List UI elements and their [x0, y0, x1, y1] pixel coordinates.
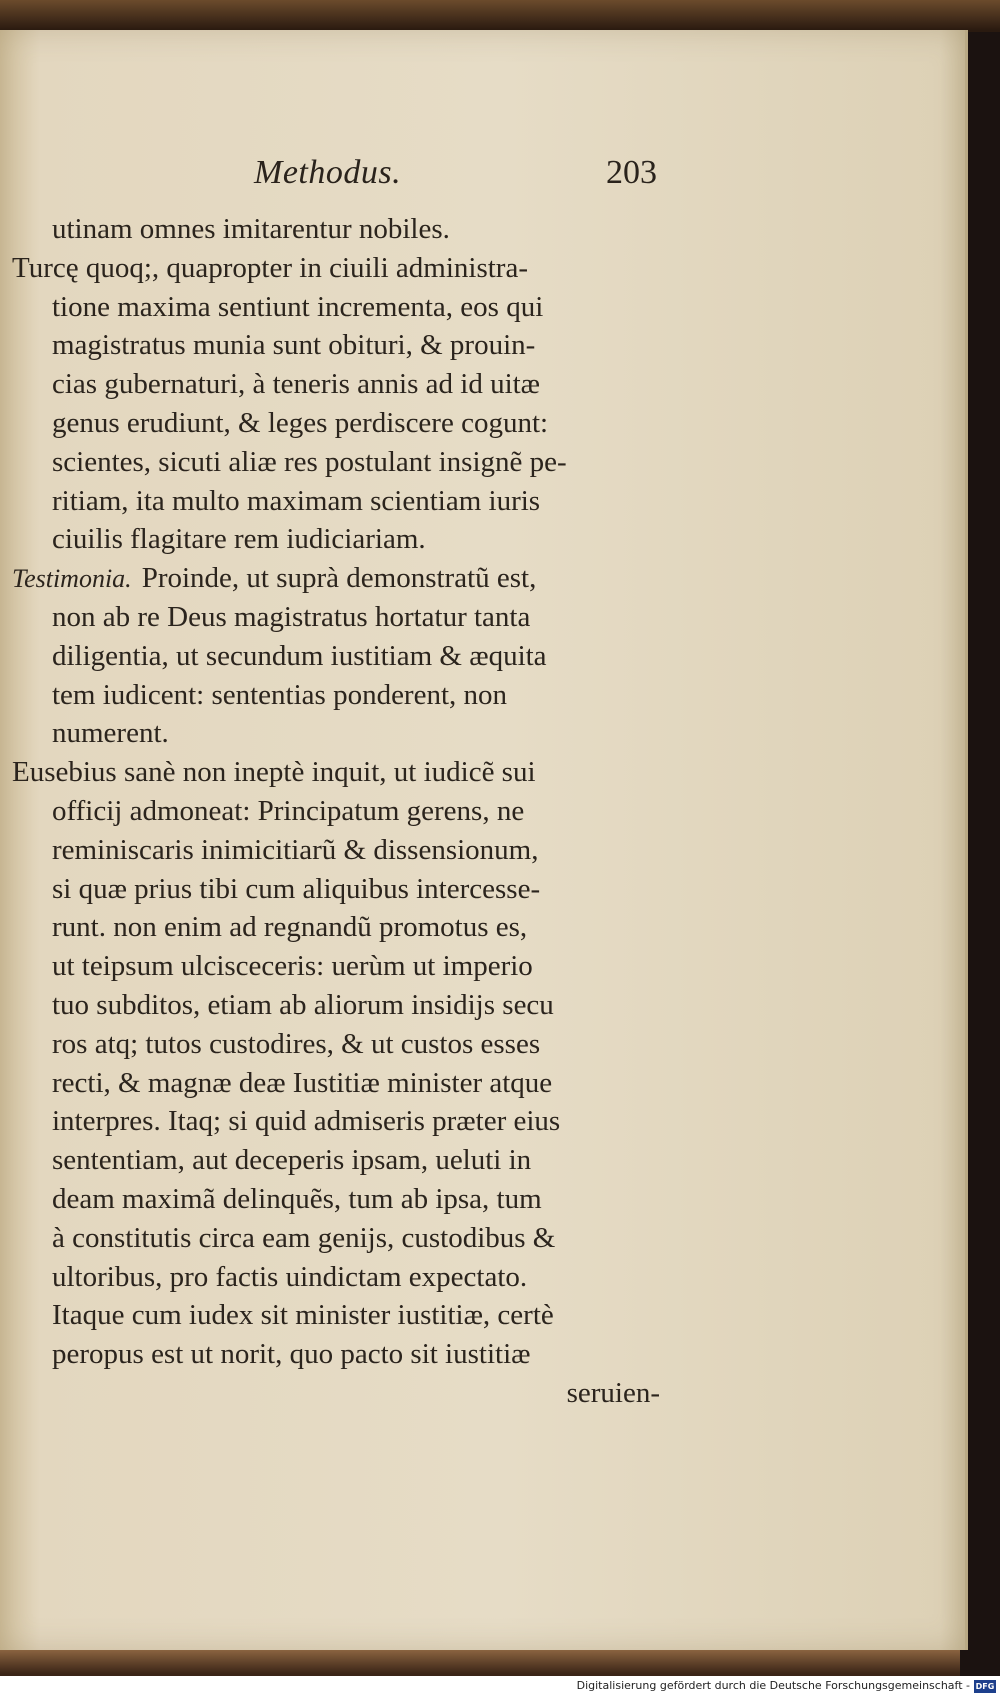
text-line: numerent.	[52, 717, 169, 750]
book-edge-bottom	[0, 1650, 960, 1676]
text-line: Itaque cum iudex sit minister iustitiæ, certè	[52, 1299, 554, 1332]
text-line: officij admoneat: Principatum gerens, ne	[52, 794, 525, 827]
body-text	[0, 210, 680, 1413]
paragraph-start-line	[0, 559, 680, 598]
margin-note: Testimonia.	[12, 564, 132, 594]
text-line: scientes, sicuti aliæ res postulant insignẽ pe-	[52, 445, 567, 478]
text-line: cias gubernaturi, à teneris annis ad id uitæ	[52, 368, 541, 401]
paragraph-start-line: Turcę quoq;, quapropter in ciuili administra-	[12, 251, 528, 284]
text-line: ritiam, ita multo maximam scientiam iuris	[52, 484, 541, 517]
text-line: reminiscaris inimicitiarũ & dissensionum,	[52, 833, 539, 866]
book-page	[0, 30, 968, 1650]
text-line: ciuilis flagitare rem iudiciariam.	[52, 523, 426, 556]
text-line: Proinde, ut suprà demonstratũ est,	[141, 562, 537, 595]
page-number: 203	[606, 154, 657, 191]
text-line: ut teipsum ulcisceceris: uerùm ut imperio	[52, 950, 533, 983]
text-line: sententiam, aut deceperis ipsam, ueluti in	[52, 1144, 532, 1177]
dfg-logo: DFG	[975, 1682, 995, 1691]
text-line: tione maxima sentiunt incrementa, eos qui	[52, 290, 544, 323]
text-line: runt. non enim ad regnandũ promotus es,	[52, 911, 528, 944]
text-line: interpres. Itaq; si quid admiseris præter eius	[52, 1105, 561, 1138]
footer-bar	[0, 1676, 1000, 1698]
text-line: genus erudiunt, & leges perdiscere cogunt:	[52, 406, 549, 439]
text-line: deam maximã delinquẽs, tum ab ipsa, tum	[52, 1182, 542, 1215]
text-line: tem iudicent: sententias ponderent, non	[52, 678, 508, 711]
text-line: tuo subditos, etiam ab aliorum insidijs secu	[52, 988, 554, 1021]
text-line: ros atq; tutos custodires, & ut custos esses	[52, 1027, 541, 1060]
text-line: à constitutis circa eam genijs, custodibus &	[52, 1221, 556, 1254]
text-line: magistratus munia sunt obituri, & prouin-	[52, 329, 536, 362]
text-line: peropus est ut norit, quo pacto sit iustitiæ	[52, 1338, 531, 1371]
book-edge-top	[0, 0, 1000, 32]
text-line: recti, & magnæ deæ Iustitiæ minister atque	[52, 1066, 553, 1099]
text-line: ultoribus, pro factis uindictam expectato.	[52, 1260, 528, 1293]
footer-credit: Digitalisierung gefördert durch die Deutsche Forschungsgemeinschaft -	[576, 1679, 970, 1692]
text-line: si quæ prius tibi cum aliquibus intercesse-	[52, 872, 541, 905]
text-line: non ab re Deus magistratus hortatur tanta	[52, 600, 531, 633]
paragraph-start-line: Eusebius sanè non ineptè inquit, ut iudicẽ sui	[12, 756, 536, 789]
text-line: utinam omnes imitarentur nobiles.	[52, 213, 450, 245]
catchword: seruien-	[566, 1376, 660, 1409]
running-head: Methodus.	[254, 154, 402, 191]
text-line: diligentia, ut secundum iustitiam & æquita	[52, 639, 547, 672]
